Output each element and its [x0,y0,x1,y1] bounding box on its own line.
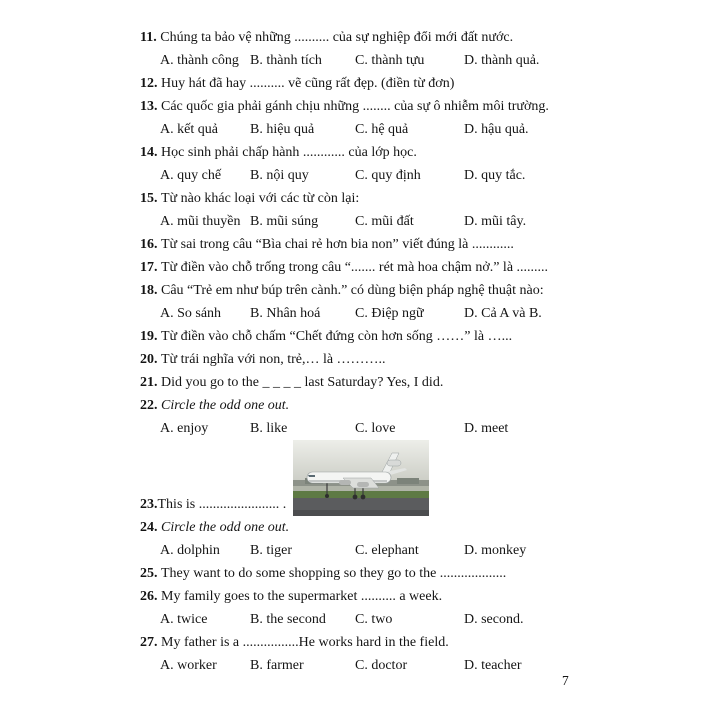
airplane-image [293,440,429,516]
option-d: D. Cả A và B. [464,306,542,321]
option-b: B. thành tích [250,53,322,68]
question-number: 22. [140,398,161,413]
question-text: Các quốc gia phải gánh chịu những ........ của sự ô nhiễm môi trường. [161,99,549,114]
question-text: Từ điền vào chỗ chấm “Chết đứng còn hơn sống ……” là …... [161,329,513,344]
page-number: 7 [562,673,569,688]
question-text: Circle the odd one out. [161,398,290,413]
question-text: Chúng ta bảo vệ những .......... của sự nghiệp đổi mới đất nước. [160,30,514,45]
option-d: D. hậu quả. [464,122,529,137]
question-16 [140,233,690,256]
question-23 [140,440,690,516]
question-14 [140,141,690,187]
question-text: Huy hát đã hay .......... vẽ cũng rất đẹp. (điền từ đơn) [161,76,455,91]
question-number: 18. [140,283,161,298]
option-b: B. the second [250,612,326,627]
question-20 [140,348,690,371]
question-text: This is ....................... . [157,497,287,512]
question-18 [140,279,690,325]
option-b: B. mũi súng [250,214,319,229]
question-number: 27. [140,635,161,650]
question-17 [140,256,690,279]
question-number: 21. [140,375,161,390]
question-text: Từ điền vào chỗ trống trong câu “....... rét mà hoa chậm nở.” là ......... [161,260,549,275]
question-15 [140,187,690,233]
question-number: 20. [140,352,161,367]
question-text: My family goes to the supermarket .......... a week. [161,589,443,604]
question-number: 15. [140,191,161,206]
option-b: B. tiger [250,543,292,558]
question-number: 26. [140,589,161,604]
option-c: C. quy định [355,168,421,183]
option-c: C. two [355,612,393,627]
option-a: A. quy chế [160,168,222,183]
question-number: 17. [140,260,161,275]
option-a: A. twice [160,612,208,627]
option-c: C. elephant [355,543,419,558]
question-27 [140,631,690,677]
question-number: 24. [140,520,161,535]
question-text: Câu “Trẻ em như búp trên cành.” có dùng biện pháp nghệ thuật nào: [161,283,544,298]
option-c: C. doctor [355,658,408,673]
options-row [140,654,690,677]
question-19 [140,325,690,348]
option-c: C. Điệp ngữ [355,306,424,321]
options-row [140,210,690,233]
option-a: A. dolphin [160,543,220,558]
question-24 [140,516,690,562]
option-d: D. mũi tây. [464,214,527,229]
question-list [140,26,690,677]
question-text: Circle the odd one out. [161,520,290,535]
question-text: Từ sai trong câu “Bìa chai rẻ hơn bia non” viết đúng là ............ [161,237,514,252]
question-13 [140,95,690,141]
question-number: 23. [140,497,158,512]
question-25 [140,562,690,585]
option-a: A. kết quả [160,122,218,137]
question-12 [140,72,690,95]
question-22 [140,394,690,440]
option-a: A. enjoy [160,421,209,436]
options-row [140,164,690,187]
question-number: 19. [140,329,161,344]
question-text: My father is a ................He works hard in the field. [161,635,449,650]
option-d: D. thành quả. [464,53,540,68]
option-d: D. second. [464,612,524,627]
question-21 [140,371,690,394]
options-row [140,417,690,440]
options-row [140,118,690,141]
options-row [140,302,690,325]
option-b: B. farmer [250,658,304,673]
question-text: They want to do some shopping so they go to the ................... [161,566,507,581]
question-26 [140,585,690,631]
question-text: Did you go to the _ _ _ _ last Saturday? Yes, I did. [161,375,444,390]
option-b: B. Nhân hoá [250,306,321,321]
option-a: A. So sánh [160,306,222,321]
question-text: Từ trái nghĩa với non, trẻ,… là ……….. [161,352,386,367]
question-text: Học sinh phải chấp hành ............ của lớp học. [161,145,417,160]
options-row [140,49,690,72]
option-d: D. quy tắc. [464,168,526,183]
option-b: B. like [250,421,288,436]
question-number: 14. [140,145,161,160]
question-text: Từ nào khác loại với các từ còn lại: [161,191,360,206]
option-a: A. thành công [160,53,239,68]
options-row [140,539,690,562]
option-c: C. thành tựu [355,53,425,68]
option-b: B. nội quy [250,168,309,183]
question-number: 13. [140,99,161,114]
question-number: 11. [140,30,161,45]
option-d: D. monkey [464,543,527,558]
option-d: D. meet [464,421,509,436]
question-number: 12. [140,76,161,91]
question-11 [140,26,690,72]
options-row [140,608,690,631]
option-c: C. hệ quả [355,122,409,137]
option-c: C. mũi đất [355,214,414,229]
option-a: A. worker [160,658,217,673]
option-b: B. hiệu quả [250,122,315,137]
question-number: 16. [140,237,161,252]
question-number: 25. [140,566,161,581]
option-a: A. mũi thuyền [160,214,241,229]
option-c: C. love [355,421,396,436]
option-d: D. teacher [464,658,522,673]
